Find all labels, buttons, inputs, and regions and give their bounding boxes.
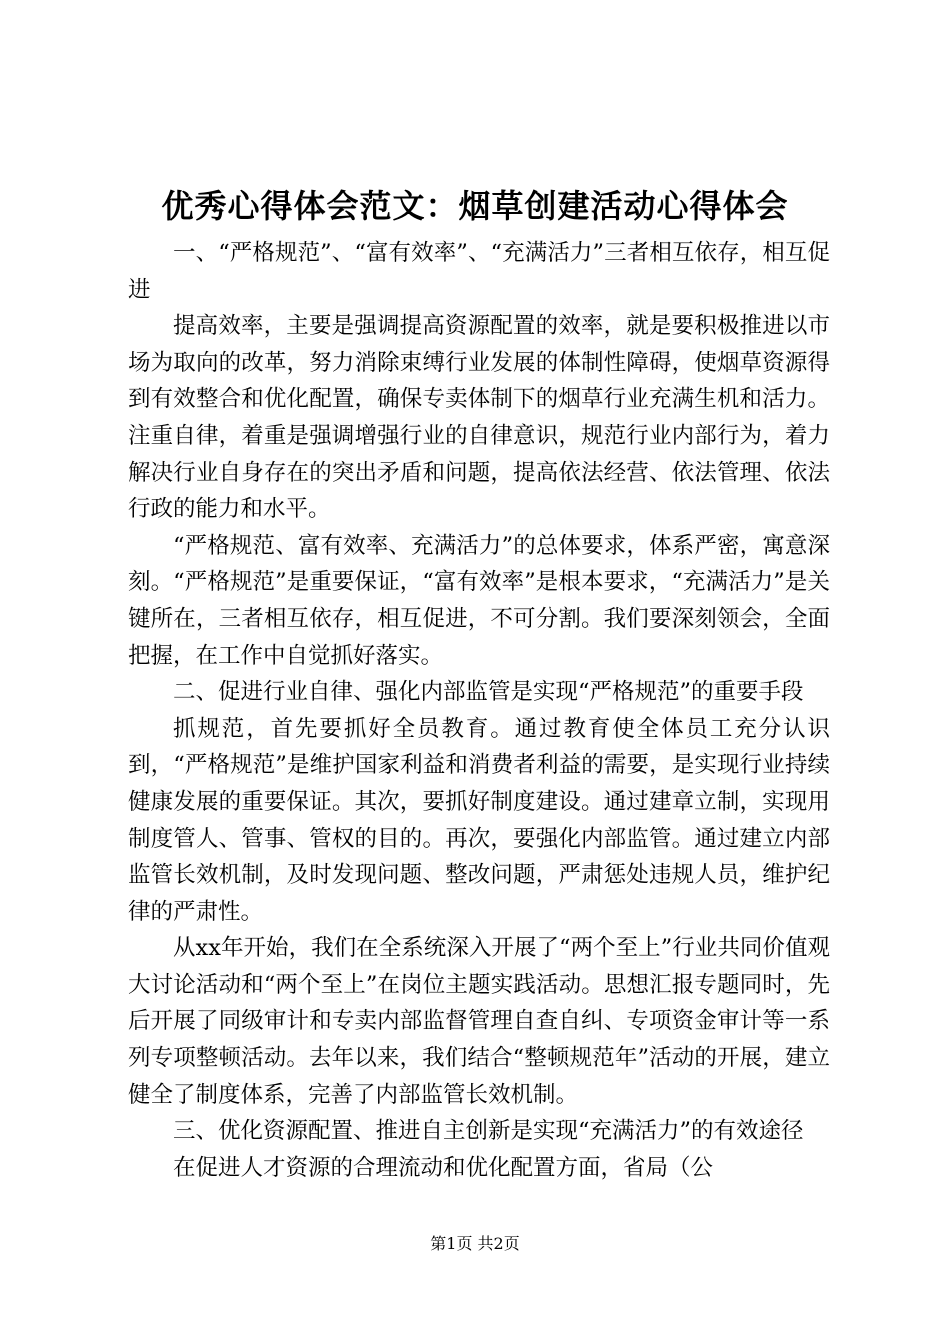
section-heading-1: 一、“严格规范”、“富有效率”、“充满活力”三者相互依存，相互促进 [128, 240, 830, 303]
page-footer: 第1页 共2页 [430, 1234, 520, 1253]
body-paragraph: 从xx年开始，我们在全系统深入开展了“两个至上”行业共同价值观大讨论活动和“两个至上”在岗位主题实践活动。思想汇报专题同时，先后开展了同级审计和专卖内部监督管理自查自纠、专项资金审计等一系列专项整顿活动。去年以来，我们结合“整顿规范年”活动的开展，建立健全了制度体系，完善了内部监管长效机制。 [128, 935, 830, 1108]
section-heading-2: 二、促进行业自律、强化内部监管是实现“严格规范”的重要手段 [173, 679, 804, 706]
body-paragraph: “严格规范、富有效率、充满活力”的总体要求，体系严密，寓意深刻。“严格规范”是重要保证，“富有效率”是根本要求，“充满活力”是关键所在，三者相互依存，相互促进，不可分割。我们要深刻领会，全面把握，在工作中自觉抓好落实。 [128, 532, 830, 669]
document-title: 优秀心得体会范文：烟草创建活动心得体会 [161, 187, 789, 225]
body-paragraph: 抓规范，首先要抓好全员教育。通过教育使全体员工充分认识到，“严格规范”是维护国家利益和消费者利益的需要，是实现行业持续健康发展的重要保证。其次，要抓好制度建设。通过建章立制，实现用制度管人、管事、管权的目的。再次，要强化内部监管。通过建立内部监管长效机制，及时发现问题、整改问题，严肃惩处违规人员，维护纪律的严肃性。 [128, 715, 830, 925]
section-heading-3: 三、优化资源配置、推进自主创新是实现“充满活力”的有效途径 [173, 1118, 804, 1145]
body-paragraph: 在促进人才资源的合理流动和优化配置方面，省局（公 [173, 1154, 714, 1181]
document-body [128, 235, 830, 1186]
body-paragraph: 提高效率，主要是强调提高资源配置的效率，就是要积极推进以市场为取向的改革，努力消除束缚行业发展的体制性障碍，使烟草资源得到有效整合和优化配置，确保专卖体制下的烟草行业充满生机和活力。注重自律，着重是强调增强行业的自律意识，规范行业内部行为，着力解决行业自身存在的突出矛盾和问题，提高依法经营、依法管理、依法行政的能力和水平。 [128, 313, 830, 523]
